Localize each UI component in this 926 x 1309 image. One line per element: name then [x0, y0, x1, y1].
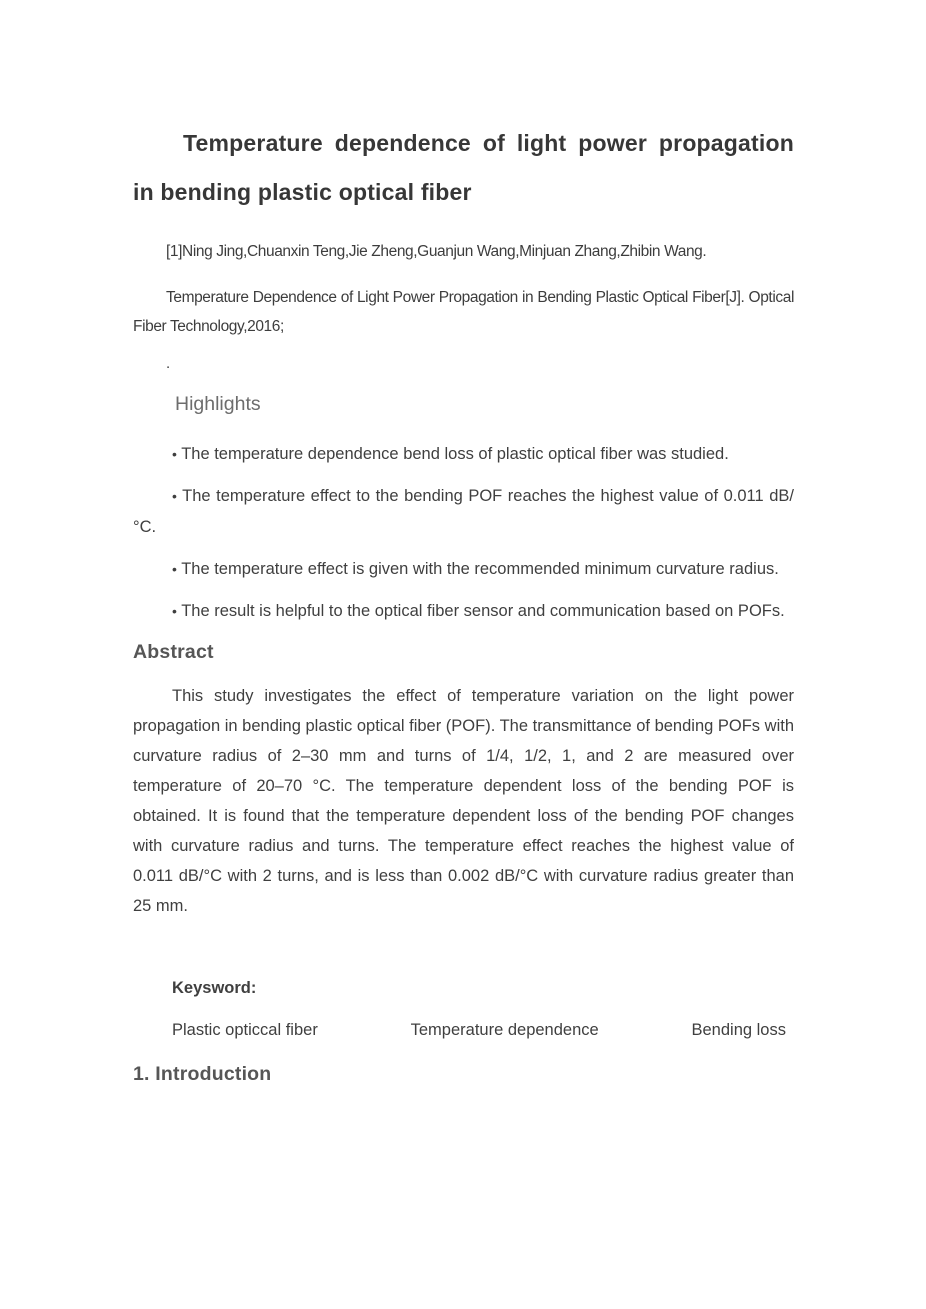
highlight-text: The temperature dependence bend loss of plastic optical fiber was studied. [181, 445, 729, 463]
highlight-item [133, 481, 794, 543]
abstract-heading: Abstract [133, 641, 214, 663]
highlight-item [133, 554, 794, 585]
paper-title: Temperature dependence of light power propagation in bending plastic optical fiber [133, 130, 794, 205]
highlight-text: The temperature effect to the bending POF reaches the highest value of 0.011 dB/°C. [133, 487, 794, 536]
keyword-item: Plastic opticcal fiber [172, 1021, 318, 1039]
highlight-text: The temperature effect is given with the recommended minimum curvature radius. [181, 560, 779, 578]
highlights-heading: Highlights [175, 393, 261, 415]
highlight-text: The result is helpful to the optical fiber sensor and communication based on POFs. [181, 602, 785, 620]
highlight-item [133, 439, 794, 470]
bullet-icon: • [172, 603, 177, 619]
bullet-icon: • [172, 446, 177, 462]
highlight-item [133, 596, 794, 627]
bullet-icon: • [172, 488, 177, 504]
keyword-item: Temperature dependence [410, 1021, 599, 1039]
citation-line: Temperature Dependence of Light Power Propagation in Bending Plastic Optical Fiber[J]. Optical Fiber Technology,2016; [133, 289, 794, 335]
authors-line: [1]Ning Jing,Chuanxin Teng,Jie Zheng,Guanjun Wang,Minjuan Zhang,Zhibin Wang. [166, 243, 707, 260]
abstract-paragraph: This study investigates the effect of temperature variation on the light power propagation in bending plastic optical fiber (POF). The transmittance of bending POFs with curvature radius of 2–30 mm and turns of 1/4, 1/2, 1, and 2 are measured over temperature of 20–70 °C. The temperature dependent loss of the bending POF is obtained. It is found that the temperature dependent loss of the bending POF changes with curvature radius and turns. The temperature effect reaches the highest value of 0.011 dB/°C with 2 turns, and is less than 0.002 dB/°C with curvature radius greater than 25 mm. [133, 687, 794, 915]
keywords-heading: Keysword: [172, 979, 257, 997]
stray-period: . [166, 355, 171, 372]
introduction-heading: 1. Introduction [133, 1063, 272, 1085]
bullet-icon: • [172, 561, 177, 577]
keywords-row [172, 1019, 786, 1041]
keyword-item: Bending loss [691, 1021, 786, 1039]
